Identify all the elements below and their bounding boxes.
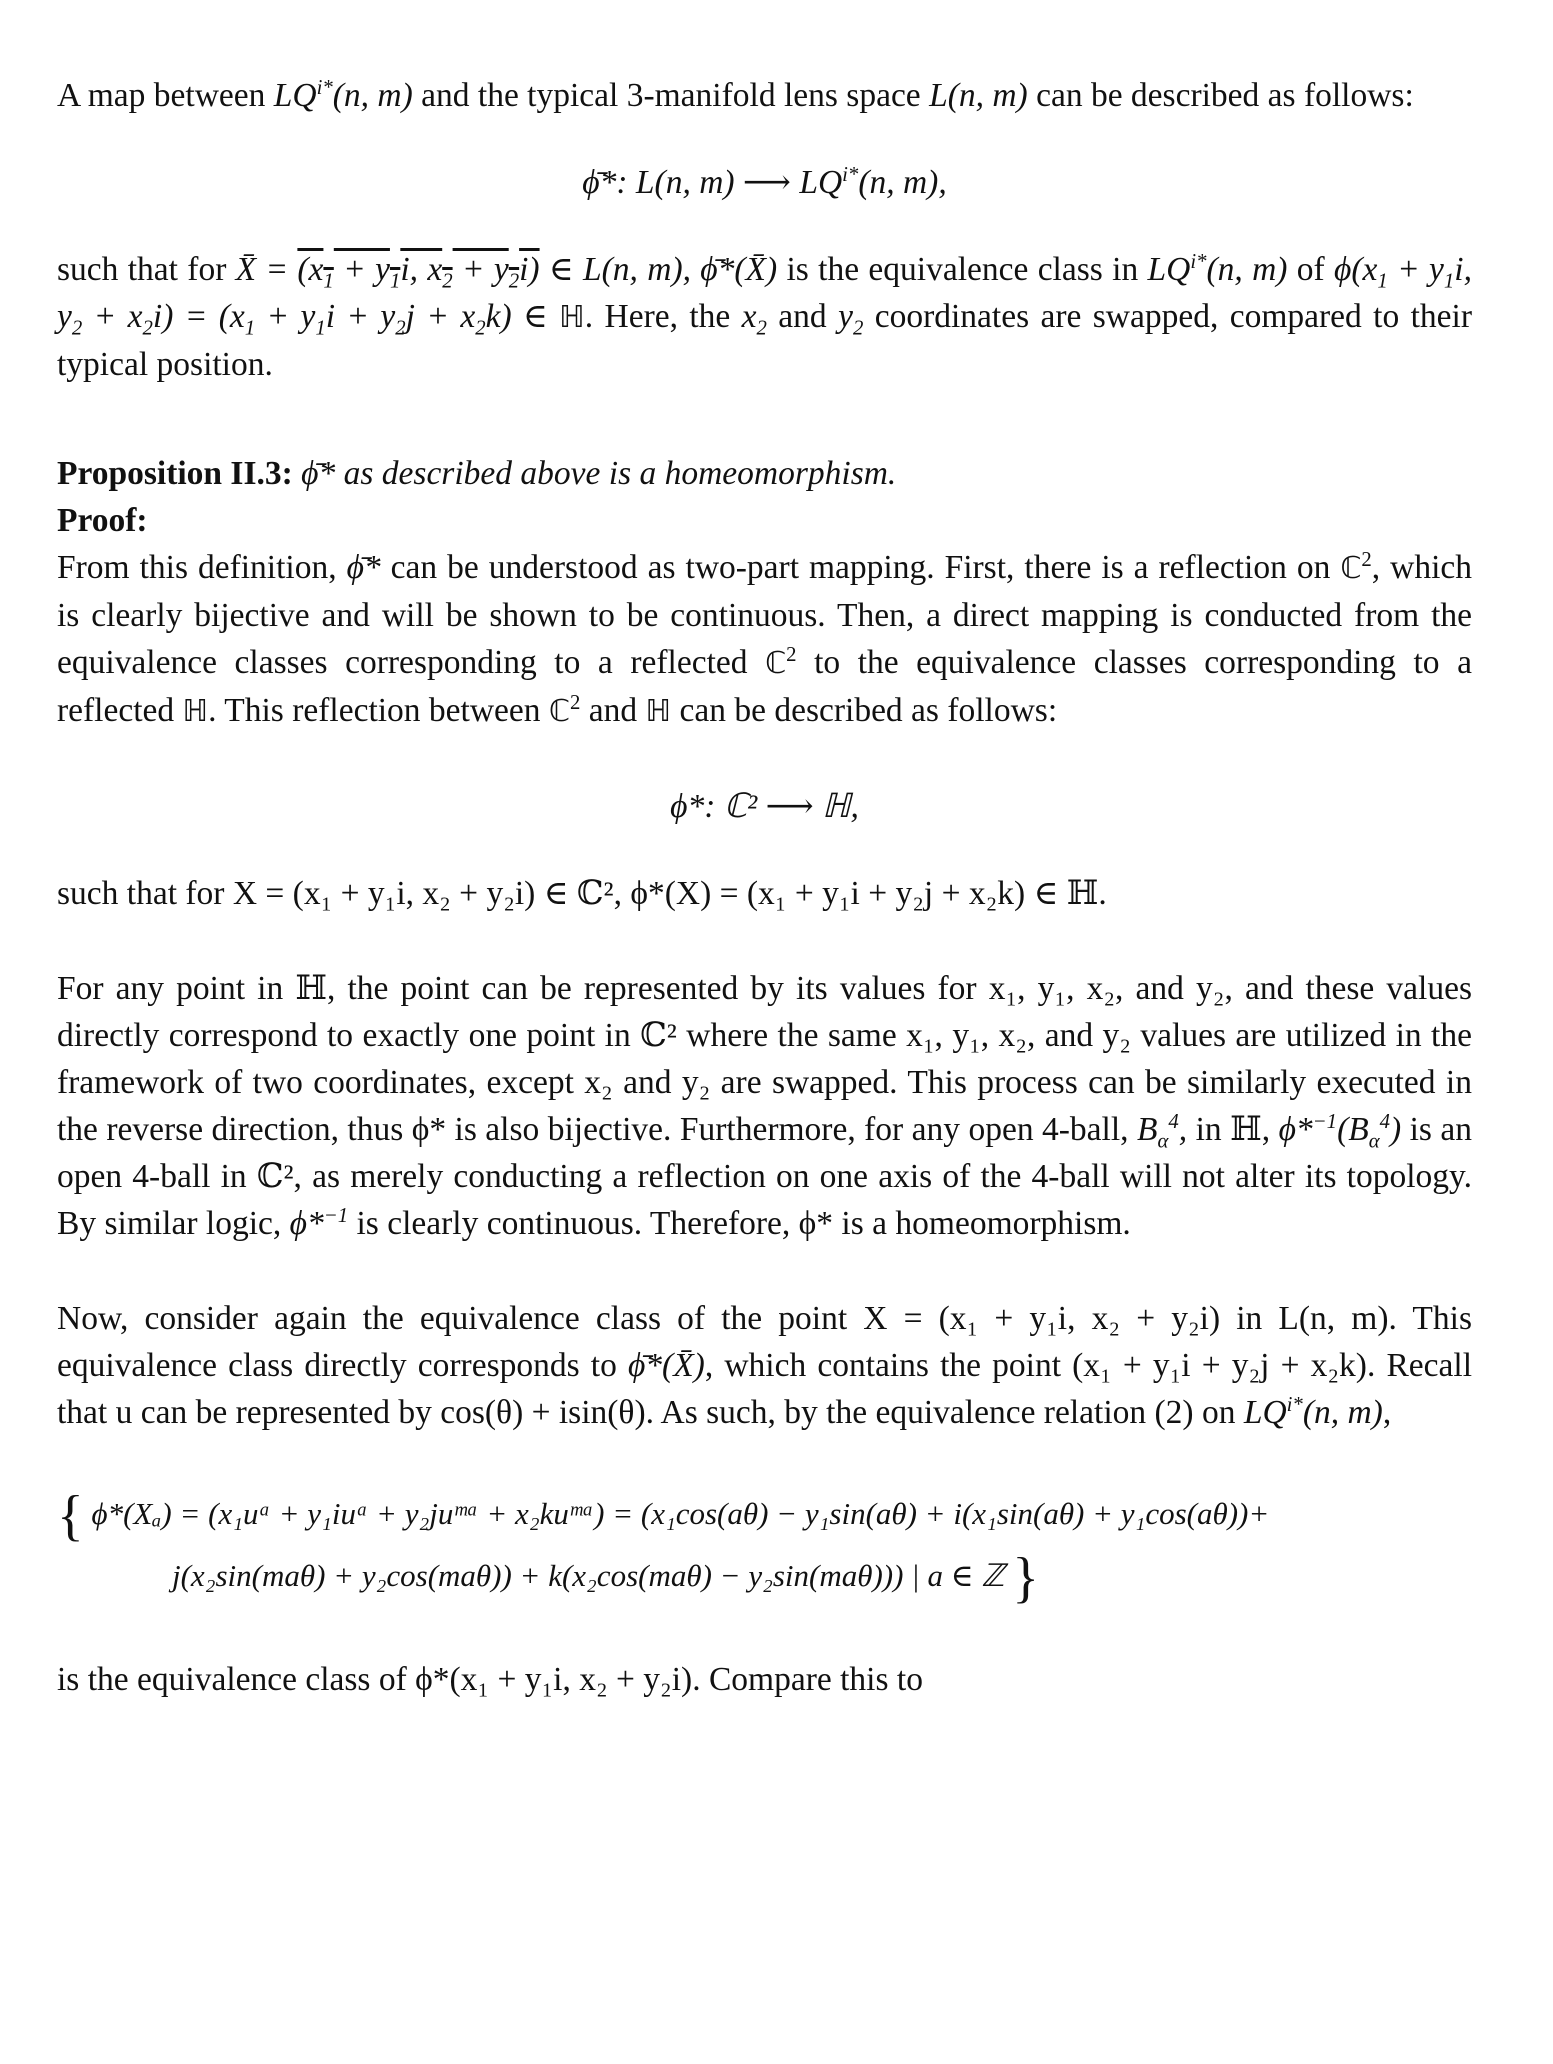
text-span: and the typical 3-manifold lens space	[412, 77, 930, 114]
paragraph-definition	[57, 246, 1472, 388]
paragraph-closing: is the equivalence class of ϕ*(x₁ + y₁i, x₂ + y₂i). Compare this to	[57, 1661, 923, 1698]
text-span: . This reflection between	[208, 692, 549, 729]
text-span: , which is clearly bijective and will be shown to be continuous. Then, a direct mapping is conducted from the equivalence classes corresponding to a reflected	[57, 549, 1472, 681]
text-span: in ℍ,	[1187, 1111, 1279, 1148]
text-span: , which contains the point (x₁ + y₁i + y₂j + x₂k). Recall that u can be represented by cos(θ) + isin(θ). As such, by the equivalence relation (2) on	[57, 1347, 1473, 1431]
text-span: ,	[1382, 1394, 1392, 1431]
math-lnm: L(n, m)	[929, 77, 1028, 114]
text-span: For any point in ℍ, the point can be represented by its values for x₁, y₁, x₂, and y₂, and these values directly correspond to exactly one point in ℂ² where the same x₁, y₁, x₂, and y₂ values are utilized in the framework of two coordinates, except x₂ and y₂ are swapped. This process can be similarly executed in the reverse direction, thus ϕ* is also bijective. Furthermore, for any open 4-ball,	[57, 970, 1472, 1148]
map1-text: ϕ̄*: L(n, m) ⟶ LQ	[582, 164, 843, 201]
paragraph-equivalence	[57, 1295, 1472, 1436]
math-lq: $LQ^{i*}(n$, m)	[273, 75, 413, 114]
math-phibar: ϕ̄*	[346, 549, 381, 586]
math-c2: ℂ$^2$	[548, 690, 581, 729]
math-phibar-xbar: ϕ̄*(X̄)	[627, 1347, 705, 1384]
text-span: From this definition,	[57, 549, 347, 586]
text-span: A map between	[57, 77, 274, 114]
text-span: . Here, the	[584, 298, 742, 335]
math-phi-def: $\phi(x_1 + y_1i$, $y_2 + x_2i) = (x_1 + y_1i + y_2j + x_2k)$ ∈ ℍ	[57, 251, 1472, 340]
proposition-text: as described above is a homeomorphism.	[335, 455, 897, 492]
proof-label: Proof:	[57, 502, 148, 539]
text-span: and	[580, 692, 646, 729]
text-span: of	[1287, 251, 1335, 288]
paragraph-proof-1	[57, 544, 1472, 735]
paragraph-bijective	[57, 965, 1472, 1247]
text-span: to the equivalence classes corresponding to a reflected	[57, 644, 1472, 729]
display-map-1: ϕ̄*: L(n, m) ⟶ $LQ^{i*}(n$, m),	[582, 162, 947, 201]
equation-line-2-text: j(x₂sin(maθ) + y₂cos(maθ)) + k(x₂cos(maθ) − y₂sin(maθ))) | a ∈ ℤ	[172, 1558, 1005, 1593]
text-span: can be understood as two-part mapping. First, there is a reflection on	[380, 549, 1341, 586]
text-span: can be described as follows:	[1027, 77, 1414, 114]
math-h: ℍ	[182, 694, 209, 729]
paragraph-phi-def: such that for X = (x₁ + y₁i, x₂ + y₂i) ∈ ℂ², ϕ*(X) = (x₁ + y₁i + y₂j + x₂k) ∈ ℍ.	[57, 875, 1107, 912]
equation-line-1	[57, 1484, 1472, 1546]
text-span: and	[766, 298, 839, 335]
math-c2: ℂ$^2$	[765, 642, 797, 681]
math-c2: ℂ$^2$	[1340, 547, 1372, 586]
left-brace: {	[57, 1485, 84, 1547]
math-phi-inv: ϕ*$^{-1}$	[289, 1203, 349, 1242]
text-span: can be described as follows:	[671, 692, 1058, 729]
map1-tail: (n, m),	[858, 164, 947, 201]
math-phibar: ϕ̄*	[301, 455, 336, 492]
text-span: is clearly continuous. Therefore, ϕ* is a homeomorphism.	[348, 1205, 1131, 1242]
text-span: is the equivalence class in	[777, 251, 1148, 288]
equation-line-2	[57, 1546, 1472, 1608]
text-span: coordinates are swapped, compared to their typical position.	[57, 298, 1472, 383]
display-map-2: ϕ*: ℂ² ⟶ ℍ,	[670, 788, 859, 825]
math-h: ℍ	[645, 694, 672, 729]
text-span: such that for	[57, 251, 236, 288]
proof-heading	[57, 497, 1472, 544]
paper-page	[57, 72, 1472, 1703]
right-brace: }	[1012, 1547, 1040, 1609]
proposition-label: Proposition II.3:	[57, 455, 293, 492]
math-y2: $y_2$	[838, 298, 864, 340]
math-phi-inv-ball: $\phi*^{-1}(B_\alpha^4)$	[1278, 1109, 1402, 1153]
display-equivalence-class	[57, 1484, 1472, 1608]
math-xbar-def: X̄ = ($x_1 + y_1i$, $x_2 + y_2i$) ∈ L(n, m), ϕ̄*(X̄)	[235, 251, 778, 293]
math-lq: $LQ^{i*}(n$, m)	[1243, 1392, 1383, 1431]
text-span: is an open 4-ball in ℂ², as merely conducting a reflection on one axis of the 4-ball will not alter its topology. By similar logic,	[57, 1111, 1472, 1242]
equation-line-1-text: ϕ*(Xₐ) = (x₁uᵃ + y₁iuᵃ + y₂juᵐᵃ + x₂kuᵐᵃ) = (x₁cos(aθ) − y₁sin(aθ) + i(x₁sin(aθ) + y₁cos(aθ))+	[91, 1496, 1270, 1531]
paragraph-intro	[57, 72, 1472, 119]
math-ball: $B_\alpha^4$,	[1137, 1109, 1188, 1153]
text-span: Now, consider again the equivalence class of the point X = (x₁ + y₁i, x₂ + y₂i) in L(n, m). This equivalence class directly corresponds to	[57, 1300, 1472, 1384]
math-lq: $LQ^{i*}(n$, m)	[1147, 249, 1288, 288]
math-x2: $x_2$	[741, 298, 767, 340]
proposition	[57, 450, 1472, 497]
